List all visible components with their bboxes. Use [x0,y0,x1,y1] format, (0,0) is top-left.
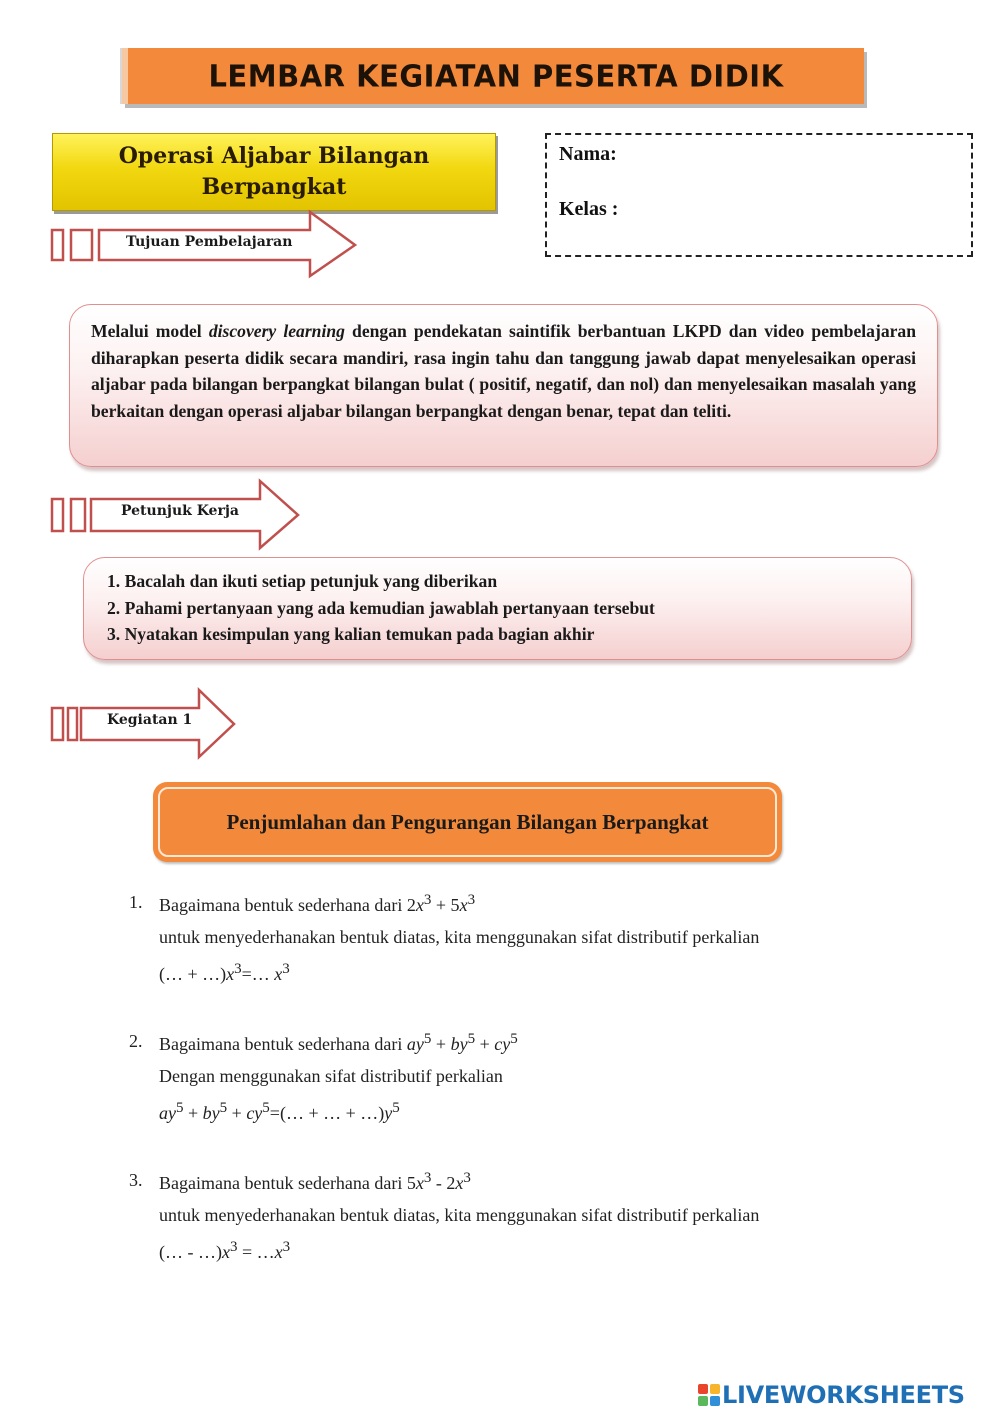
question-2-template: $ay^5 + by^5$ + $cy^5=(\dots$ + … + $\dots)y^5$ [159,1100,400,1123]
question-1-prompt: Bagaimana bentuk sederhana dari $2x^3 + 5x^3$ [159,892,476,915]
liveworksheets-brand: LIVEWORKSHEETS [722,1381,965,1409]
list-item: 3. Nyatakan kesimpulan yang kalian temukan pada bagian akhir [107,624,595,644]
petunjuk-arrow-label [50,479,305,551]
title-banner [122,48,864,104]
list-item: 1. Bacalah dan ikuti setiap petunjuk yang diberikan [107,571,498,591]
tujuan-text-part2: dengan pendekatan saintifik berbantuan LKPD dan video pembelajaran diharapkan peserta didik secara mandiri, rasa ingin tahu dan tanggung jawab dapat menyelesaikan operasi aljabar pada bilangan berpangkat bilangan bulat ( positif, negatif, dan nol) dan menyelesaikan masalah yang berkaitan dengan operasi aljabar bilangan berpangkat dengan benar, tepat dan teliti. [91,321,917,421]
list-item: 2. Pahami pertanyaan yang ada kemudian jawablah pertanyaan tersebut [107,597,655,618]
topic-line-2: Berpangkat [201,174,347,200]
tujuan-box [69,304,938,467]
kegiatan-arrow-label [50,688,240,760]
petunjuk-box [83,557,912,660]
topic-box [52,133,496,211]
tujuan-arrow-label [50,209,360,279]
tujuan-text-emph: discovery learning [208,321,345,341]
page-title: LEMBAR KEGIATAN PESERTA DIDIK [208,58,784,94]
question-2-prompt: Bagaimana bentuk sederhana dari $ay^5 + by^5 + cy^5$ [159,1031,518,1054]
question-1-hint: untuk menyederhanakan bentuk diatas, kita menggunakan sifat distributif perkalian [159,927,760,947]
liveworksheets-logo[interactable] [698,1380,965,1410]
topic-line-1: Operasi Aljabar Bilangan [118,143,430,169]
question-3-prompt: Bagaimana bentuk sederhana dari $5x^3 - 2x^3$ [159,1170,471,1193]
identity-box [545,133,973,257]
activity-title-box [153,782,782,862]
question-1-template: (… + $\dots)x^3=\dots$ $x^3$ [159,961,290,984]
activity-title: Penjumlahan dan Pengurangan Bilangan Berpangkat [226,809,709,834]
name-label: Nama: [559,143,617,165]
question-2-number: 2. [129,1031,143,1051]
question-3-template: (… - $\dots)x^3$ = $\dots x^3$ [159,1239,291,1262]
tujuan-text-part1: Melalui model [91,321,209,341]
question-3-hint: untuk menyederhanakan bentuk diatas, kita menggunakan sifat distributif perkalian [159,1205,760,1225]
class-label: Kelas : [559,198,619,220]
petunjuk-list [107,568,911,648]
liveworksheets-badge-icon [698,1384,720,1406]
question-3-number: 3. [129,1170,143,1190]
petunjuk-heading: Petunjuk Kerja [121,503,239,519]
tujuan-paragraph [91,318,916,424]
question-2-hint: Dengan menggunakan sifat distributif perkalian [159,1066,503,1086]
question-1-number: 1. [129,892,143,912]
tujuan-heading: Tujuan Pembelajaran [126,234,293,250]
topic-title [119,141,430,203]
kegiatan-heading: Kegiatan 1 [107,712,193,728]
